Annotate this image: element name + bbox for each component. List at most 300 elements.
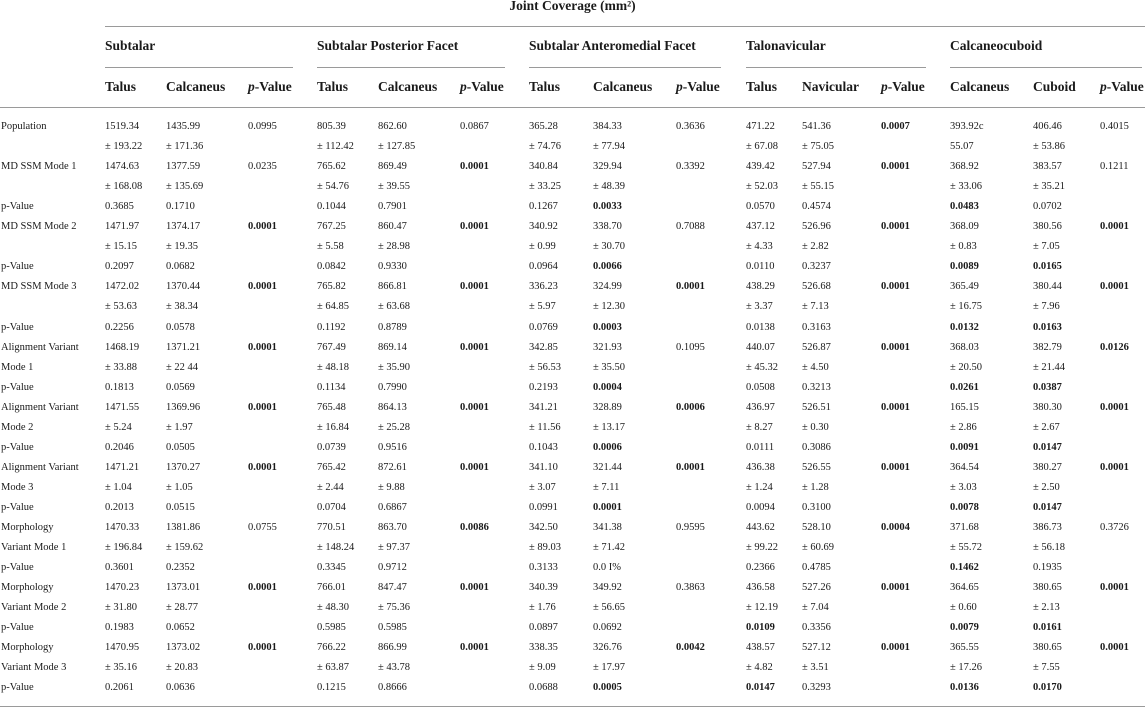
row-label: p-Value — [1, 261, 34, 272]
row-label: p-Value — [1, 562, 34, 573]
table-cell: 0.0136 — [950, 682, 979, 693]
table-cell: ± 31.80 — [105, 602, 138, 613]
row-label: Variant Mode 3 — [1, 662, 67, 673]
table-cell: 0.0001 — [248, 281, 277, 292]
table-cell: 0.0138 — [746, 322, 775, 333]
table-cell: 0.1983 — [105, 622, 134, 633]
table-cell: ± 12.30 — [593, 301, 626, 312]
table-cell: 340.84 — [529, 161, 558, 172]
table-cell: 380.30 — [1033, 402, 1062, 413]
table-cell: 0.0001 — [248, 642, 277, 653]
table-cell: 526.68 — [802, 281, 831, 292]
table-cell: 0.0161 — [1033, 622, 1062, 633]
column-header: Calcaneus — [593, 79, 653, 94]
table-cell: ± 56.65 — [593, 602, 626, 613]
table-cell: 393.92c — [950, 121, 984, 132]
table-cell: ± 2.50 — [1033, 482, 1060, 493]
table-cell: 0.0995 — [248, 121, 277, 132]
table-cell: 0.0001 — [460, 462, 489, 473]
table-cell: ± 2.67 — [1033, 422, 1060, 433]
table-cell: 805.39 — [317, 121, 346, 132]
table-cell: ± 56.18 — [1033, 542, 1066, 553]
table-cell: 0.3356 — [802, 622, 831, 633]
column-header: Talus — [746, 79, 778, 94]
table-cell: ± 7.96 — [1033, 301, 1060, 312]
table-cell: 0.0652 — [166, 622, 195, 633]
column-header: Talus — [317, 79, 349, 94]
table-cell: 326.76 — [593, 642, 622, 653]
table-cell: ± 0.99 — [529, 241, 556, 252]
table-cell: 0.0682 — [166, 261, 195, 272]
table-cell: 0.0094 — [746, 502, 775, 513]
table-cell: 365.28 — [529, 121, 558, 132]
table-cell: 341.21 — [529, 402, 558, 413]
table-cell: 765.48 — [317, 402, 346, 413]
table-cell: 0.0636 — [166, 682, 195, 693]
table-cell: 1371.21 — [166, 342, 201, 353]
table-cell: ± 63.68 — [378, 301, 411, 312]
table-cell: 0.8789 — [378, 322, 407, 333]
table-cell: 368.92 — [950, 161, 979, 172]
table-cell: 0.0261 — [950, 382, 979, 393]
table-cell: 340.92 — [529, 221, 558, 232]
table-cell: 0.0163 — [1033, 322, 1062, 333]
table-cell: 342.50 — [529, 522, 558, 533]
value-suffix: -Value — [682, 79, 720, 94]
group-header: Calcaneocuboid — [950, 38, 1043, 53]
table-cell: 0.0001 — [881, 342, 910, 353]
table-cell: 0.0739 — [317, 442, 346, 453]
row-label: p-Value — [1, 682, 34, 693]
table-cell: ± 12.19 — [746, 602, 779, 613]
table-cell: 0.3237 — [802, 261, 831, 272]
table-cell: ± 7.13 — [802, 301, 829, 312]
table-cell: ± 1.24 — [746, 482, 773, 493]
table-cell: ± 55.72 — [950, 542, 983, 553]
table-cell: 329.94 — [593, 161, 622, 172]
table-cell: 0.0842 — [317, 261, 346, 272]
column-header: Cuboid — [1033, 79, 1076, 94]
table-cell: ± 45.32 — [746, 362, 779, 373]
table-cell: 0.9712 — [378, 562, 407, 573]
table-cell: 0.1044 — [317, 201, 346, 212]
table-cell: 766.22 — [317, 642, 346, 653]
table-cell: ± 48.30 — [317, 602, 350, 613]
table-cell: 766.01 — [317, 582, 346, 593]
header-rule — [0, 107, 1145, 108]
column-header — [1100, 79, 1144, 95]
table-cell: ± 75.05 — [802, 141, 835, 152]
table-cell: 0.0033 — [593, 201, 622, 212]
table-cell: 443.62 — [746, 522, 775, 533]
table-cell: 0.0692 — [593, 622, 622, 633]
table-cell: ± 35.50 — [593, 362, 626, 373]
table-cell: ± 9.09 — [529, 662, 556, 673]
table-cell: 1370.44 — [166, 281, 201, 292]
table-cell: 0.0001 — [676, 462, 705, 473]
table-cell: 0.9330 — [378, 261, 407, 272]
table-cell: ± 30.70 — [593, 241, 626, 252]
table-cell: 0.0001 — [248, 582, 277, 593]
table-cell: ± 20.50 — [950, 362, 983, 373]
table-cell: ± 3.07 — [529, 482, 556, 493]
group-rule-1 — [105, 67, 293, 68]
table-cell: 0.0483 — [950, 201, 979, 212]
table-cell: ± 2.13 — [1033, 602, 1060, 613]
table-cell: 0.2366 — [746, 562, 775, 573]
table-cell: 0.0001 — [881, 281, 910, 292]
table-cell: 0.0132 — [950, 322, 979, 333]
table-cell: 0.0001 — [881, 402, 910, 413]
table-cell: ± 25.28 — [378, 422, 411, 433]
table-cell: 338.35 — [529, 642, 558, 653]
table-cell: 767.49 — [317, 342, 346, 353]
table-cell: 0.0001 — [1100, 642, 1129, 653]
table-cell: 1471.21 — [105, 462, 140, 473]
table-cell: 349.92 — [593, 582, 622, 593]
table-cell: ± 135.69 — [166, 181, 204, 192]
table-cell: 0.9516 — [378, 442, 407, 453]
table-cell: ± 5.58 — [317, 241, 344, 252]
table-cell: 471.22 — [746, 121, 775, 132]
table-cell: ± 2.86 — [950, 422, 977, 433]
table-cell: ± 0.60 — [950, 602, 977, 613]
table-cell: 0.4785 — [802, 562, 831, 573]
table-cell: 324.99 — [593, 281, 622, 292]
row-label: p-Value — [1, 201, 34, 212]
column-header — [460, 79, 504, 95]
table-cell: 0.3392 — [676, 161, 705, 172]
table-cell: 0.0001 — [1100, 402, 1129, 413]
table-cell: 1369.96 — [166, 402, 201, 413]
table-cell: ± 7.05 — [1033, 241, 1060, 252]
row-label: Variant Mode 2 — [1, 602, 67, 613]
table-cell: 0.2013 — [105, 502, 134, 513]
table-cell: 0.0235 — [248, 161, 277, 172]
table-cell: ± 60.69 — [802, 542, 835, 553]
table-cell: 1471.55 — [105, 402, 140, 413]
table-cell: ± 39.55 — [378, 181, 411, 192]
table-cell: 0.0001 — [676, 281, 705, 292]
table-cell: ± 3.51 — [802, 662, 829, 673]
table-cell: 368.09 — [950, 221, 979, 232]
table-cell: 384.33 — [593, 121, 622, 132]
table-cell: 0.0001 — [881, 462, 910, 473]
row-label: Mode 1 — [1, 362, 34, 373]
table-cell: 0.3100 — [802, 502, 831, 513]
table-cell: 0.0006 — [676, 402, 705, 413]
table-cell: 380.44 — [1033, 281, 1062, 292]
column-header — [676, 79, 720, 95]
table-cell: 765.82 — [317, 281, 346, 292]
table-cell: 526.96 — [802, 221, 831, 232]
table-cell: 368.03 — [950, 342, 979, 353]
table-cell: 0.0755 — [248, 522, 277, 533]
table-cell: 165.15 — [950, 402, 979, 413]
table-cell: 341.38 — [593, 522, 622, 533]
table-cell: 0.2193 — [529, 382, 558, 393]
table-cell: 0.3163 — [802, 322, 831, 333]
table-cell: ± 7.11 — [593, 482, 620, 493]
table-cell: 0.1215 — [317, 682, 346, 693]
table-cell: ± 3.03 — [950, 482, 977, 493]
table-cell: 0.0 I% — [593, 562, 621, 573]
table-cell: 0.1192 — [317, 322, 346, 333]
group-rule-3 — [529, 67, 721, 68]
table-cell: 0.0147 — [1033, 502, 1062, 513]
table-cell: 0.2352 — [166, 562, 195, 573]
value-suffix: -Value — [466, 79, 504, 94]
table-cell: 0.3345 — [317, 562, 346, 573]
group-header: Talonavicular — [746, 38, 826, 53]
table-cell: 1468.19 — [105, 342, 140, 353]
table-cell: 0.0079 — [950, 622, 979, 633]
row-label: Morphology — [1, 582, 54, 593]
table-cell: ± 33.88 — [105, 362, 138, 373]
table-cell: 1373.01 — [166, 582, 201, 593]
table-cell: 770.51 — [317, 522, 346, 533]
table-cell: ± 11.56 — [529, 422, 561, 433]
table-cell: 0.0001 — [248, 342, 277, 353]
table-cell: 342.85 — [529, 342, 558, 353]
table-cell: ± 21.44 — [1033, 362, 1066, 373]
table-cell: ± 55.15 — [802, 181, 835, 192]
table-cell: 1370.27 — [166, 462, 201, 473]
table-cell: 380.65 — [1033, 582, 1062, 593]
table-cell: ± 22 44 — [166, 362, 199, 373]
table-cell: 0.0867 — [460, 121, 489, 132]
table-cell: 0.0147 — [746, 682, 775, 693]
table-cell: 0.0001 — [248, 221, 277, 232]
table-cell: 767.25 — [317, 221, 346, 232]
table-cell: ± 35.16 — [105, 662, 138, 673]
row-label: MD SSM Mode 2 — [1, 221, 77, 232]
table-cell: 0.0147 — [1033, 442, 1062, 453]
table-cell: ± 193.22 — [105, 141, 143, 152]
table-cell: 0.0007 — [881, 121, 910, 132]
table-cell: 0.3726 — [1100, 522, 1129, 533]
table-cell: 0.0078 — [950, 502, 979, 513]
table-cell: 0.0126 — [1100, 342, 1129, 353]
table-cell: ± 0.83 — [950, 241, 977, 252]
table-cell: 338.70 — [593, 221, 622, 232]
table-cell: 1435.99 — [166, 121, 201, 132]
row-label: p-Value — [1, 622, 34, 633]
table-cell: ± 53.63 — [105, 301, 138, 312]
table-cell: 0.0066 — [593, 261, 622, 272]
table-cell: ± 4.50 — [802, 362, 829, 373]
table-cell: 386.73 — [1033, 522, 1062, 533]
table-cell: 0.0110 — [746, 261, 775, 272]
table-cell: 0.0091 — [950, 442, 979, 453]
table-cell: 340.39 — [529, 582, 558, 593]
table-cell: 1381.86 — [166, 522, 201, 533]
table-cell: 869.49 — [378, 161, 407, 172]
table-cell: ± 0.30 — [802, 422, 829, 433]
table-cell: ± 20.83 — [166, 662, 199, 673]
row-label: Morphology — [1, 522, 54, 533]
table-cell: 0.0089 — [950, 261, 979, 272]
table-cell: 371.68 — [950, 522, 979, 533]
table-cell: 866.99 — [378, 642, 407, 653]
column-header: Navicular — [802, 79, 859, 94]
table-cell: 0.0897 — [529, 622, 558, 633]
table-cell: 0.0001 — [460, 221, 489, 232]
table-cell: ± 63.87 — [317, 662, 350, 673]
table-cell: 0.5985 — [317, 622, 346, 633]
table-cell: ± 17.26 — [950, 662, 983, 673]
column-header — [248, 79, 292, 95]
table-cell: 872.61 — [378, 462, 407, 473]
column-header: Calcaneus — [950, 79, 1010, 94]
table-cell: ± 2.82 — [802, 241, 829, 252]
table-cell: 0.0688 — [529, 682, 558, 693]
table-cell: ± 35.21 — [1033, 181, 1066, 192]
table-cell: 0.0001 — [460, 161, 489, 172]
table-cell: 0.1935 — [1033, 562, 1062, 573]
table-cell: ± 1.76 — [529, 602, 556, 613]
table-cell: ± 35.90 — [378, 362, 411, 373]
table-cell: ± 4.33 — [746, 241, 773, 252]
table-cell: 0.0165 — [1033, 261, 1062, 272]
table-cell: ± 64.85 — [317, 301, 350, 312]
row-label: Mode 2 — [1, 422, 34, 433]
table-cell: ± 7.04 — [802, 602, 829, 613]
row-label: p-Value — [1, 442, 34, 453]
table-cell: 437.12 — [746, 221, 775, 232]
row-label: Morphology — [1, 642, 54, 653]
table-cell: 526.55 — [802, 462, 831, 473]
table-cell: 0.0001 — [460, 342, 489, 353]
table-cell: ± 168.08 — [105, 181, 143, 192]
table-cell: 0.6867 — [378, 502, 407, 513]
row-label: p-Value — [1, 502, 34, 513]
table-cell: 0.3133 — [529, 562, 558, 573]
table-cell: 328.89 — [593, 402, 622, 413]
value-suffix: -Value — [254, 79, 292, 94]
table-cell: 0.8666 — [378, 682, 407, 693]
table-cell: 0.0001 — [460, 642, 489, 653]
row-label: p-Value — [1, 382, 34, 393]
table-cell: ± 48.39 — [593, 181, 626, 192]
table-cell: 406.46 — [1033, 121, 1062, 132]
table-cell: 528.10 — [802, 522, 831, 533]
table-cell: ± 159.62 — [166, 542, 204, 553]
table-cell: 0.0004 — [593, 382, 622, 393]
table-cell: 1374.17 — [166, 221, 201, 232]
table-cell: 0.0111 — [746, 442, 775, 453]
table-cell: 1377.59 — [166, 161, 201, 172]
table-cell: ± 9.88 — [378, 482, 405, 493]
column-header: Talus — [529, 79, 561, 94]
bottom-rule — [0, 706, 1145, 707]
table-cell: ± 53.86 — [1033, 141, 1066, 152]
title-rule — [105, 26, 1145, 27]
table-cell: 0.0001 — [460, 582, 489, 593]
table-cell: 0.7990 — [378, 382, 407, 393]
group-header: Subtalar Anteromedial Facet — [529, 38, 696, 53]
table-cell: ± 48.18 — [317, 362, 350, 373]
table-cell: ± 5.97 — [529, 301, 556, 312]
table-cell: 0.1710 — [166, 201, 195, 212]
value-suffix: -Value — [1106, 79, 1144, 94]
table-cell: 0.0505 — [166, 442, 195, 453]
table-cell: 862.60 — [378, 121, 407, 132]
table-cell: 439.42 — [746, 161, 775, 172]
table-cell: 0.0570 — [746, 201, 775, 212]
table-cell: 0.0001 — [881, 161, 910, 172]
table-cell: 380.65 — [1033, 642, 1062, 653]
table-cell: 526.87 — [802, 342, 831, 353]
value-suffix: -Value — [887, 79, 925, 94]
table-cell: 0.7088 — [676, 221, 705, 232]
table-cell: ± 99.22 — [746, 542, 779, 553]
table-cell: 0.2097 — [105, 261, 134, 272]
table-cell: ± 7.55 — [1033, 662, 1060, 673]
p-italic: p — [248, 79, 255, 94]
table-cell: ± 148.24 — [317, 542, 355, 553]
table-cell: 863.70 — [378, 522, 407, 533]
table-cell: 0.0170 — [1033, 682, 1062, 693]
table-cell: 526.51 — [802, 402, 831, 413]
group-header: Subtalar Posterior Facet — [317, 38, 459, 53]
group-rule-5 — [950, 67, 1142, 68]
table-cell: 0.0001 — [248, 402, 277, 413]
table-cell: 1472.02 — [105, 281, 140, 292]
table-cell: 0.3636 — [676, 121, 705, 132]
table-cell: 0.0042 — [676, 642, 705, 653]
table-cell: ± 54.76 — [317, 181, 350, 192]
p-italic: p — [460, 79, 467, 94]
table-cell: ± 67.08 — [746, 141, 779, 152]
group-header: Subtalar — [105, 38, 156, 53]
table-cell: 0.1462 — [950, 562, 979, 573]
table-cell: 0.0006 — [593, 442, 622, 453]
table-cell: ± 52.03 — [746, 181, 779, 192]
table-cell: 436.58 — [746, 582, 775, 593]
table-cell: 1470.23 — [105, 582, 140, 593]
table-cell: 0.1043 — [529, 442, 558, 453]
table-cell: 0.0702 — [1033, 201, 1062, 212]
row-label: Mode 3 — [1, 482, 34, 493]
table-cell: ± 3.37 — [746, 301, 773, 312]
table-cell: ± 33.25 — [529, 181, 562, 192]
table-cell: 866.81 — [378, 281, 407, 292]
table-cell: 0.0001 — [1100, 462, 1129, 473]
column-header — [881, 79, 925, 95]
row-label: MD SSM Mode 1 — [1, 161, 77, 172]
table-cell: 0.0001 — [881, 582, 910, 593]
table-cell: 869.14 — [378, 342, 407, 353]
table-title: Joint Coverage (mm²) — [509, 0, 636, 13]
table-cell: 0.0001 — [1100, 281, 1129, 292]
table-cell: 860.47 — [378, 221, 407, 232]
table-cell: 0.3086 — [802, 442, 831, 453]
table-cell: ± 89.03 — [529, 542, 562, 553]
table-cell: 0.0001 — [460, 281, 489, 292]
row-label: Alignment Variant — [1, 462, 79, 473]
column-header: Calcaneus — [378, 79, 438, 94]
table-cell: 0.2046 — [105, 442, 134, 453]
table-cell: 0.0387 — [1033, 382, 1062, 393]
table-cell: 321.93 — [593, 342, 622, 353]
table-cell: ± 1.04 — [105, 482, 132, 493]
table-cell: 864.13 — [378, 402, 407, 413]
group-rule-4 — [746, 67, 926, 68]
table-cell: 341.10 — [529, 462, 558, 473]
table-cell: 0.1211 — [1100, 161, 1129, 172]
table-cell: 1470.33 — [105, 522, 140, 533]
